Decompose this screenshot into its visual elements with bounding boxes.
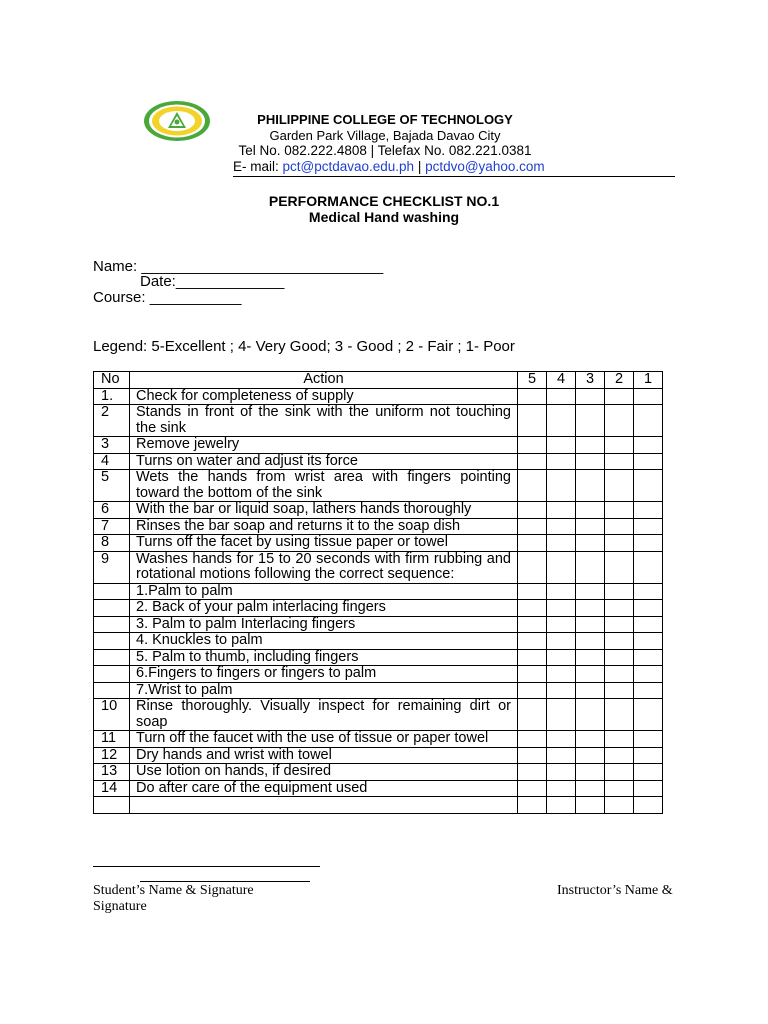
rating-cell-2[interactable] <box>605 797 634 814</box>
table-row <box>94 699 663 731</box>
student-signature-line <box>93 866 320 867</box>
row-number <box>94 797 130 814</box>
rating-cell-1[interactable] <box>634 583 663 600</box>
email-link-1[interactable]: pct@pctdavao.edu.ph <box>282 159 415 174</box>
instructor-signature-line <box>140 881 310 882</box>
col-header-rating-2: 2 <box>605 372 634 389</box>
email-separator: | <box>414 159 426 174</box>
rating-cell-3[interactable] <box>576 747 605 764</box>
rating-cell-2[interactable] <box>605 731 634 748</box>
rating-cell-1[interactable] <box>634 600 663 617</box>
rating-cell-3[interactable] <box>576 437 605 454</box>
rating-cell-5[interactable] <box>518 666 547 683</box>
rating-cell-2[interactable] <box>605 699 634 731</box>
row-action: Use lotion on hands, if desired <box>130 764 518 781</box>
rating-cell-2[interactable] <box>605 616 634 633</box>
rating-cell-1[interactable] <box>634 731 663 748</box>
row-action: 7.Wrist to palm <box>130 682 518 699</box>
rating-cell-4[interactable] <box>547 747 576 764</box>
rating-cell-2[interactable] <box>605 764 634 781</box>
rating-cell-2[interactable] <box>605 780 634 797</box>
rating-cell-1[interactable] <box>634 502 663 519</box>
table-row <box>94 666 663 683</box>
table-header-row <box>94 372 663 389</box>
rating-cell-5[interactable] <box>518 731 547 748</box>
school-contact: Tel No. 082.222.4808 | Telefax No. 082.221.0381 <box>238 143 532 158</box>
rating-cell-1[interactable] <box>634 518 663 535</box>
rating-cell-1[interactable] <box>634 649 663 666</box>
rating-cell-5[interactable] <box>518 437 547 454</box>
table-row <box>94 518 663 535</box>
table-row <box>94 405 663 437</box>
rating-cell-2[interactable] <box>605 470 634 502</box>
rating-cell-4[interactable] <box>547 633 576 650</box>
row-action: Turns on water and adjust its force <box>130 453 518 470</box>
row-number <box>94 682 130 699</box>
rating-cell-5[interactable] <box>518 502 547 519</box>
row-action: Turn off the faucet with the use of tissue or paper towel <box>130 731 518 748</box>
rating-cell-5[interactable] <box>518 405 547 437</box>
col-header-no: No <box>94 372 130 389</box>
rating-cell-4[interactable] <box>547 682 576 699</box>
rating-cell-3[interactable] <box>576 616 605 633</box>
row-number: 12 <box>94 747 130 764</box>
row-action: With the bar or liquid soap, lathers hands thoroughly <box>130 502 518 519</box>
row-number: 13 <box>94 764 130 781</box>
rating-cell-3[interactable] <box>576 731 605 748</box>
email-label: E- mail: <box>233 159 283 174</box>
rating-cell-4[interactable] <box>547 764 576 781</box>
rating-cell-3[interactable] <box>576 797 605 814</box>
col-header-rating-5: 5 <box>518 372 547 389</box>
row-number <box>94 633 130 650</box>
rating-cell-2[interactable] <box>605 551 634 583</box>
rating-cell-2[interactable] <box>605 518 634 535</box>
rating-cell-1[interactable] <box>634 780 663 797</box>
instructor-signature-label-cont: Signature <box>93 899 147 914</box>
rating-cell-3[interactable] <box>576 666 605 683</box>
rating-cell-1[interactable] <box>634 551 663 583</box>
table-row <box>94 470 663 502</box>
rating-cell-1[interactable] <box>634 453 663 470</box>
rating-cell-3[interactable] <box>576 649 605 666</box>
rating-cell-3[interactable] <box>576 764 605 781</box>
rating-cell-5[interactable] <box>518 649 547 666</box>
rating-cell-1[interactable] <box>634 535 663 552</box>
rating-cell-4[interactable] <box>547 388 576 405</box>
row-action: Remove jewelry <box>130 437 518 454</box>
rating-cell-1[interactable] <box>634 666 663 683</box>
table-row <box>94 649 663 666</box>
rating-cell-2[interactable] <box>605 649 634 666</box>
table-row <box>94 682 663 699</box>
table-row <box>94 502 663 519</box>
row-action: 4. Knuckles to palm <box>130 633 518 650</box>
rating-cell-3[interactable] <box>576 502 605 519</box>
rating-cell-1[interactable] <box>634 388 663 405</box>
rating-cell-5[interactable] <box>518 535 547 552</box>
row-number: 8 <box>94 535 130 552</box>
row-number: 9 <box>94 551 130 583</box>
rating-cell-5[interactable] <box>518 583 547 600</box>
course-field: Course: ___________ <box>93 289 242 306</box>
rating-cell-2[interactable] <box>605 388 634 405</box>
row-number <box>94 616 130 633</box>
rating-cell-3[interactable] <box>576 699 605 731</box>
rating-cell-1[interactable] <box>634 633 663 650</box>
rating-cell-3[interactable] <box>576 518 605 535</box>
rating-legend: Legend: 5-Excellent ; 4- Very Good; 3 - Good ; 2 - Fair ; 1- Poor <box>93 338 515 355</box>
row-action: 6.Fingers to fingers or fingers to palm <box>130 666 518 683</box>
rating-cell-2[interactable] <box>605 666 634 683</box>
rating-cell-4[interactable] <box>547 453 576 470</box>
rating-cell-4[interactable] <box>547 616 576 633</box>
rating-cell-5[interactable] <box>518 616 547 633</box>
rating-cell-1[interactable] <box>634 682 663 699</box>
row-number: 3 <box>94 437 130 454</box>
table-row <box>94 551 663 583</box>
row-number: 6 <box>94 502 130 519</box>
email-link-2[interactable]: pctdvo@yahoo.com <box>425 159 545 174</box>
row-action: Wets the hands from wrist area with fingers pointing toward the bottom of the sink <box>130 470 518 502</box>
row-number <box>94 600 130 617</box>
rating-cell-2[interactable] <box>605 437 634 454</box>
row-number <box>94 583 130 600</box>
row-action: 2. Back of your palm interlacing fingers <box>130 600 518 617</box>
rating-cell-5[interactable] <box>518 470 547 502</box>
school-address: Garden Park Village, Bajada Davao City <box>269 128 501 143</box>
rating-cell-4[interactable] <box>547 797 576 814</box>
rating-cell-4[interactable] <box>547 699 576 731</box>
rating-cell-5[interactable] <box>518 797 547 814</box>
rating-cell-5[interactable] <box>518 747 547 764</box>
date-field: Date:_____________ <box>140 273 285 290</box>
col-header-action: Action <box>130 372 518 389</box>
rating-cell-2[interactable] <box>605 600 634 617</box>
row-number: 1. <box>94 388 130 405</box>
rating-cell-1[interactable] <box>634 797 663 814</box>
rating-cell-4[interactable] <box>547 600 576 617</box>
table-row <box>94 764 663 781</box>
rating-cell-3[interactable] <box>576 583 605 600</box>
row-action: Rinses the bar soap and returns it to the soap dish <box>130 518 518 535</box>
rating-cell-5[interactable] <box>518 600 547 617</box>
row-action: 1.Palm to palm <box>130 583 518 600</box>
rating-cell-2[interactable] <box>605 535 634 552</box>
row-number: 4 <box>94 453 130 470</box>
rating-cell-4[interactable] <box>547 583 576 600</box>
header-divider <box>233 176 675 177</box>
table-row <box>94 437 663 454</box>
school-email <box>233 159 545 174</box>
row-action: Check for completeness of supply <box>130 388 518 405</box>
name-field: Name: _____________________________ <box>93 258 384 275</box>
rating-cell-5[interactable] <box>518 682 547 699</box>
rating-cell-1[interactable] <box>634 747 663 764</box>
col-header-rating-4: 4 <box>547 372 576 389</box>
rating-cell-3[interactable] <box>576 453 605 470</box>
row-number: 5 <box>94 470 130 502</box>
row-action: Washes hands for 15 to 20 seconds with firm rubbing and rotational motions following the correct sequence: <box>130 551 518 583</box>
rating-cell-5[interactable] <box>518 633 547 650</box>
rating-cell-1[interactable] <box>634 699 663 731</box>
rating-cell-5[interactable] <box>518 388 547 405</box>
rating-cell-2[interactable] <box>605 682 634 699</box>
row-number: 11 <box>94 731 130 748</box>
rating-cell-3[interactable] <box>576 600 605 617</box>
row-number: 14 <box>94 780 130 797</box>
rating-cell-1[interactable] <box>634 470 663 502</box>
rating-cell-4[interactable] <box>547 780 576 797</box>
rating-cell-4[interactable] <box>547 518 576 535</box>
col-header-rating-1: 1 <box>634 372 663 389</box>
rating-cell-5[interactable] <box>518 551 547 583</box>
col-header-rating-3: 3 <box>576 372 605 389</box>
row-action: Rinse thoroughly. Visually inspect for remaining dirt or soap <box>130 699 518 731</box>
rating-cell-3[interactable] <box>576 405 605 437</box>
rating-cell-4[interactable] <box>547 535 576 552</box>
rating-cell-5[interactable] <box>518 699 547 731</box>
rating-cell-3[interactable] <box>576 535 605 552</box>
table-row <box>94 797 663 814</box>
rating-cell-2[interactable] <box>605 453 634 470</box>
row-action: 3. Palm to palm Interlacing fingers <box>130 616 518 633</box>
rating-cell-2[interactable] <box>605 502 634 519</box>
instructor-signature-label: Instructor’s Name & <box>557 883 673 898</box>
row-number: 10 <box>94 699 130 731</box>
rating-cell-3[interactable] <box>576 682 605 699</box>
rating-cell-5[interactable] <box>518 453 547 470</box>
rating-cell-5[interactable] <box>518 780 547 797</box>
row-action: 5. Palm to thumb, including fingers <box>130 649 518 666</box>
rating-cell-4[interactable] <box>547 470 576 502</box>
rating-cell-4[interactable] <box>547 502 576 519</box>
rating-cell-4[interactable] <box>547 666 576 683</box>
rating-cell-4[interactable] <box>547 405 576 437</box>
row-number <box>94 666 130 683</box>
student-signature-label: Student’s Name & Signature <box>93 883 254 898</box>
rating-cell-2[interactable] <box>605 633 634 650</box>
row-action <box>130 797 518 814</box>
rating-cell-3[interactable] <box>576 780 605 797</box>
rating-cell-1[interactable] <box>634 616 663 633</box>
rating-cell-2[interactable] <box>605 583 634 600</box>
rating-cell-5[interactable] <box>518 764 547 781</box>
table-row <box>94 616 663 633</box>
row-number <box>94 649 130 666</box>
school-name: PHILIPPINE COLLEGE OF TECHNOLOGY <box>257 112 513 127</box>
rating-cell-1[interactable] <box>634 764 663 781</box>
checklist-subtitle: Medical Hand washing <box>308 209 460 225</box>
table-row <box>94 633 663 650</box>
table-row <box>94 600 663 617</box>
table-row <box>94 731 663 748</box>
checklist-table <box>93 371 663 814</box>
row-action: Stands in front of the sink with the uniform not touching the sink <box>130 405 518 437</box>
row-number: 2 <box>94 405 130 437</box>
table-row <box>94 453 663 470</box>
rating-cell-3[interactable] <box>576 551 605 583</box>
row-action: Dry hands and wrist with towel <box>130 747 518 764</box>
rating-cell-3[interactable] <box>576 388 605 405</box>
rating-cell-2[interactable] <box>605 747 634 764</box>
rating-cell-4[interactable] <box>547 649 576 666</box>
rating-cell-4[interactable] <box>547 437 576 454</box>
rating-cell-1[interactable] <box>634 405 663 437</box>
table-row <box>94 388 663 405</box>
checklist-title: PERFORMANCE CHECKLIST NO.1 <box>268 193 500 209</box>
row-action: Do after care of the equipment used <box>130 780 518 797</box>
rating-cell-3[interactable] <box>576 633 605 650</box>
table-row <box>94 583 663 600</box>
row-number: 7 <box>94 518 130 535</box>
table-row <box>94 747 663 764</box>
rating-cell-5[interactable] <box>518 518 547 535</box>
rating-cell-4[interactable] <box>547 731 576 748</box>
rating-cell-4[interactable] <box>547 551 576 583</box>
table-row <box>94 535 663 552</box>
row-action: Turns off the facet by using tissue paper or towel <box>130 535 518 552</box>
rating-cell-2[interactable] <box>605 405 634 437</box>
table-row <box>94 780 663 797</box>
rating-cell-3[interactable] <box>576 470 605 502</box>
rating-cell-1[interactable] <box>634 437 663 454</box>
